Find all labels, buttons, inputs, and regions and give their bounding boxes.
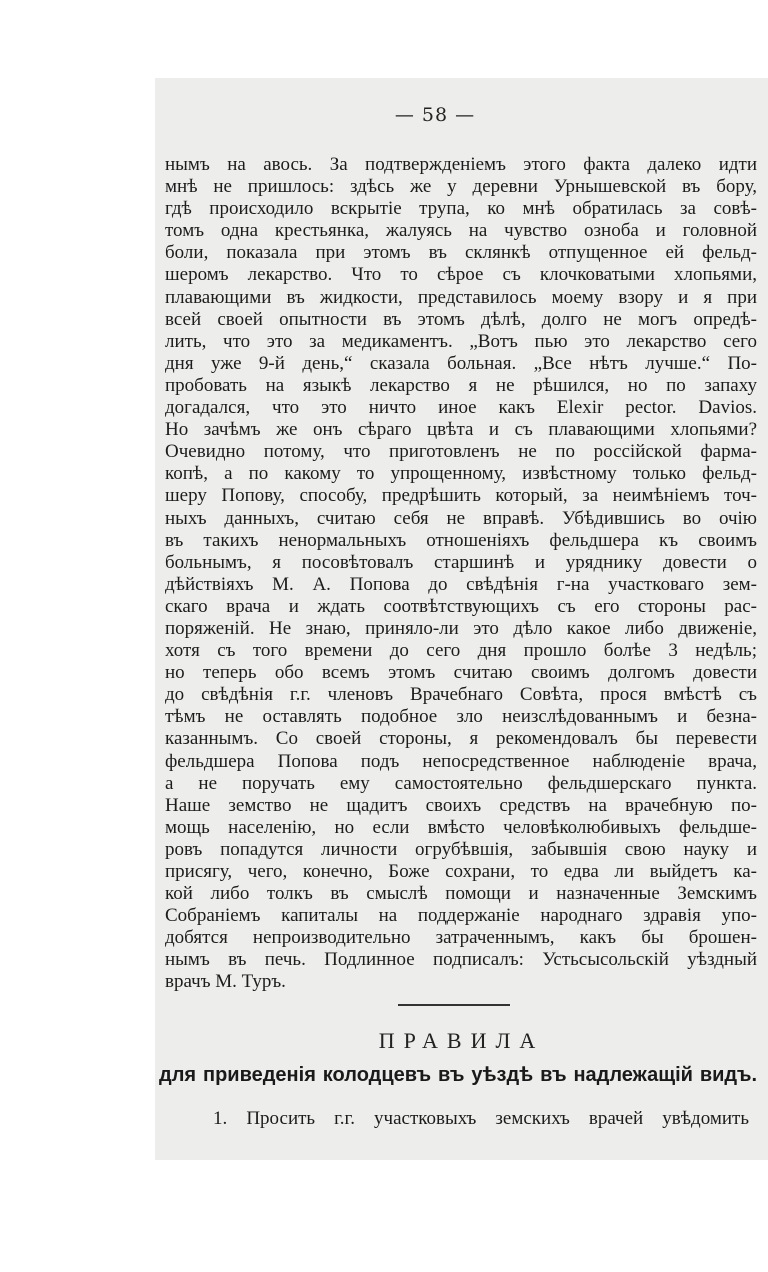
- body-text: [165, 154, 757, 994]
- section-subheading: для приведенія колодцевъ въ уѣздѣ въ надлежащій видъ.: [159, 1064, 757, 1086]
- text-line: мощь населенію, но если вмѣсто человѣколюбивыхъ фельдше-: [165, 816, 757, 838]
- text-line: скаго врача и ждать соотвѣтствующихъ съ его стороны рас-: [165, 595, 757, 617]
- text-line: Очевидно потому, что приготовленъ не по россійской фарма-: [165, 441, 757, 463]
- section-heading: ПРАВИЛА: [378, 1028, 545, 1053]
- text-line: лить, что это за медикаментъ. „Вотъ пью это лекарство сего: [165, 330, 757, 352]
- text-line: добятся непроизводительно затраченнымъ, какъ бы брошен-: [165, 927, 757, 949]
- text-line: догадался, что это ничто иное какъ Elexir pector. Daviоs.: [165, 397, 757, 419]
- text-line: копѣ, а по какому то упрощенному, извѣстному только фельд-: [165, 463, 757, 485]
- text-line: до свѣдѣнія г.г. членовъ Врачебнаго Совѣта, прося вмѣстѣ съ: [165, 684, 757, 706]
- text-line: пробовать на языкѣ лекарство я не рѣшился, но по запаху: [165, 374, 757, 396]
- text-line: томъ одна крестьянка, жалуясь на чувство озноба и головной: [165, 220, 757, 242]
- text-line: боли, показала при этомъ въ склянкѣ отпущенное ей фельд-: [165, 242, 757, 264]
- rule-item-1: 1. Просить г.г. участковыхъ земскихъ врачей увѣдомить: [213, 1108, 749, 1129]
- text-line: мнѣ не пришлось: здѣсь же у деревни Урнышевской въ бору,: [165, 176, 757, 198]
- text-line: ровъ попадутся личности огрубѣвшія, забывшія свою науку и: [165, 838, 757, 860]
- text-line: тѣмъ не оставлять подобное зло неизслѣдованнымъ и безна-: [165, 706, 757, 728]
- text-line: дня уже 9-й день,“ сказала больная. „Все нѣтъ лучше.“ По-: [165, 352, 757, 374]
- text-line: ныхъ данныхъ, считаю себя не вправѣ. Убѣдившись во очію: [165, 507, 757, 529]
- text-line: всей своей опытности въ этомъ дѣлѣ, долго не могъ опредѣ-: [165, 308, 757, 330]
- text-line: дѣйствіяхъ М. А. Попова до свѣдѣнія г-на участковаго зем-: [165, 573, 757, 595]
- text-line: нымъ на авось. За подтвержденіемъ этого факта далеко идти: [165, 154, 757, 175]
- text-line: плавающими въ жидкости, представилось моему взору и я при: [165, 286, 757, 308]
- text-line: казаннымъ. Со своей стороны, я рекомендовалъ бы перевести: [165, 728, 757, 750]
- book-page: [155, 78, 768, 1160]
- text-line: Собраніемъ капиталы на поддержаніе народнаго здравія упо-: [165, 905, 757, 927]
- text-line-signature: врачъ М. Туръ.: [165, 971, 286, 993]
- text-line: Наше земство не щадитъ своихъ средствъ на врачебную по-: [165, 794, 757, 816]
- text-line: нымъ въ печь. Подлинное подписалъ: Устьсысольскій уѣздный: [165, 949, 757, 971]
- page-number: — 58 —: [394, 104, 476, 126]
- text-line: шеромъ лекарство. Что то сѣрое съ клочковатыми хлопьями,: [165, 264, 757, 286]
- text-line: фельдшера Попова подъ непосредственное наблюденіе врача,: [165, 750, 757, 772]
- text-line: кой либо толкъ въ смыслѣ помощи и назначенные Земскимъ: [165, 883, 757, 905]
- text-line: въ такихъ ненормальныхъ отношеніяхъ фельдшера къ своимъ: [165, 529, 757, 551]
- section-divider: [398, 1004, 510, 1006]
- text-line: шеру Попову, способу, предрѣшить который, за неимѣніемъ точ-: [165, 485, 757, 507]
- text-line: а не поручать ему самостоятельно фельдшерскаго пункта.: [165, 772, 757, 794]
- text-line: хотя съ того времени до сего дня прошло болѣе 3 недѣль;: [165, 640, 757, 662]
- text-line: поряженій. Не знаю, приняло-ли это дѣло какое либо движеніе,: [165, 617, 757, 639]
- text-line: но теперь обо всемъ этомъ считаю своимъ долгомъ довести: [165, 662, 757, 684]
- text-line: гдѣ происходило вскрытіе трупа, ко мнѣ обратилась за совѣ-: [165, 198, 757, 220]
- text-line: присягу, чего, конечно, Боже сохрани, то едва ли выйдетъ ка-: [165, 861, 757, 882]
- text-line: Но зачѣмъ же онъ сѣраго цвѣта и съ плавающими хлопьями?: [165, 419, 757, 441]
- text-line: больнымъ, я посовѣтовалъ старшинѣ и урядникy довести о: [165, 551, 757, 573]
